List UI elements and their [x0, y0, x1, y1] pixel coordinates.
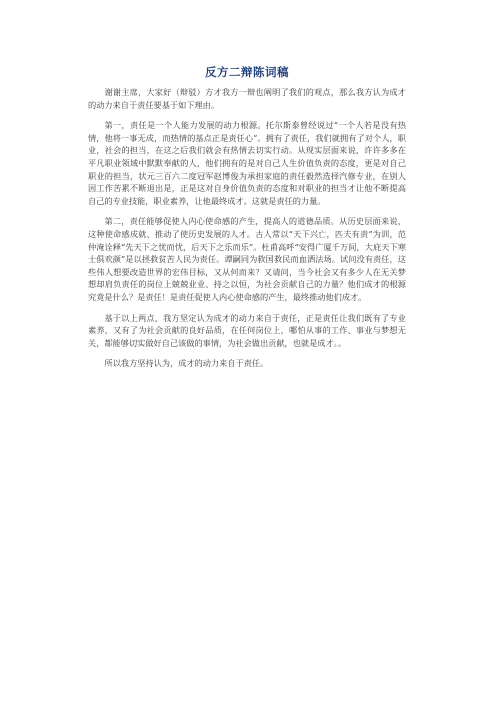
document-title: 反方二辩陈词稿 [205, 65, 289, 79]
paragraph-intro: 谢谢主席，大家好（辩驳）方才我方一辩也阐明了我们的观点，那么我方认为成才的动力来自于责任要基于如下理由。 [88, 87, 406, 110]
document-body [88, 64, 406, 378]
paragraph-conclusion: 所以我方坚持认为，成才的动力来自于责任。 [104, 358, 269, 369]
paragraph-summary: 基于以上两点，我方坚定认为成才的动力来自于责任，正是责任让我们既有了专业素养，又有了为社会贡献的良好品质，在任何岗位上，哪怕从事的工作、事业与梦想无关，都能够切实做好自己该做的事情，为社会做出贡献，也就是成才。。 [88, 312, 406, 348]
paragraph-point-two: 第二，责任能够促使人内心使命感的产生，提高人的道德品质。从历史层面来说，这种使命感成就、推动了使历史发展的人才。古人常以“天下兴亡，匹夫有责”为训，范仲淹诠释“先天下之忧而忧，后天下之乐而乐”。杜甫高呼“安得广厦千万间，大庇天下寒士俱欢颜”是以拯救贫苦人民为责任。谭嗣同为救国救民而血洒法场。试问没有责任，这些伟人想要改造世界的宏伟目标，又从何而来？又请问，当今社会又有多少人在无关梦想却肩负责任的岗位上兢兢业业、持之以恒，为社会贡献自己的力量？他们成才的根源究竟是什么？是责任！是责任促使人内心使命感的产生，最终推动他们成才。 [88, 216, 406, 302]
paragraph-point-one: 第一，责任是一个人能力发展的动力根源。托尔斯泰曾经说过“一个人若是没有热情，他将一事无成，而热情的基点正是责任心”。拥有了责任，我们就拥有了对个人，职业，社会的担当，在这之后我们就会有热情去切实行动。从现实层面来说，许许多多在平凡职业领域中默默奉献的人，他们拥有的是对自己人生价值负责的态度，更是对自己职业的担当，状元三百六二度冠军赵博俊为承担家庭的责任毅然选择汽修专业，在别人因工作苦累不断退出是，正是这对自身价值负责的态度和对职业的担当才让他不断提高自己的专业技能，职业素养，让他最终成才。这就是责任的力量。 [88, 120, 406, 206]
